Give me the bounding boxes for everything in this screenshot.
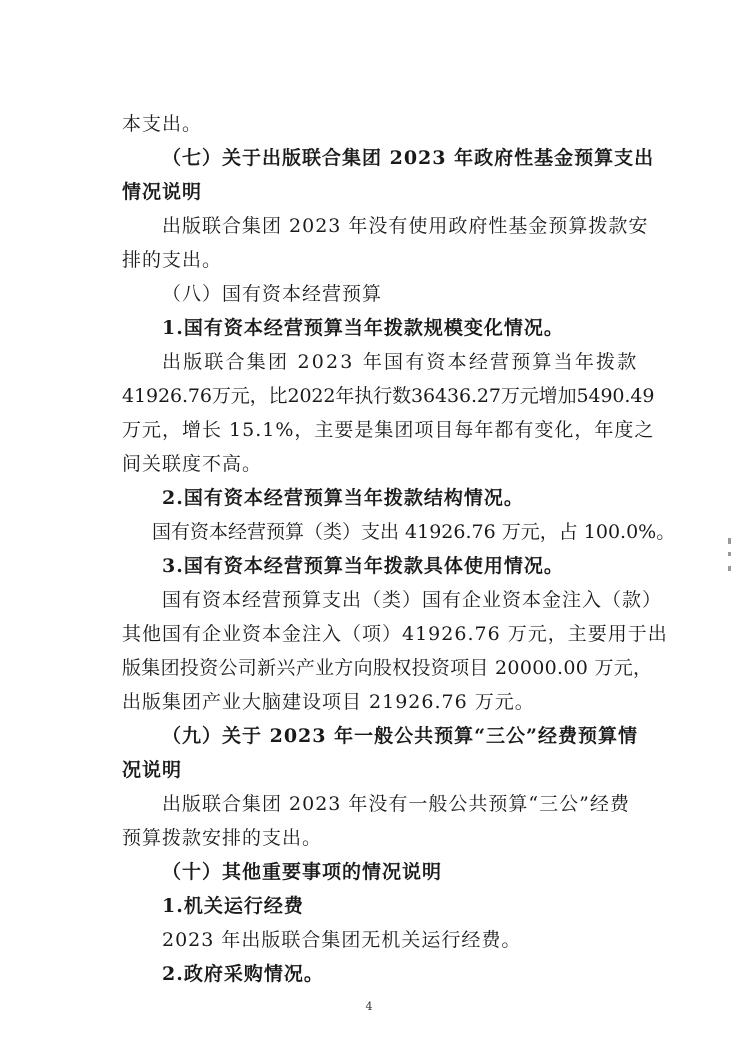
- text-line: 41926.76万元，比2022年执行数36436.27万元增加5490.49: [122, 385, 655, 407]
- subheading-1: 1.国有资本经营预算当年拨款规模变化情况。: [162, 317, 564, 339]
- scan-edge-mark: [728, 566, 731, 571]
- section-heading-7-cont: 情况说明: [122, 181, 203, 203]
- text-line: 出版联合集团 2023 年没有一般公共预算“三公”经费: [162, 793, 630, 815]
- text-line: 出版联合集团 2023 年国有资本经营预算当年拨款: [162, 351, 639, 373]
- section-heading-7: （七）关于出版联合集团 2023 年政府性基金预算支出: [162, 147, 655, 169]
- text-line: 出版集团产业大脑建设项目 21926.76 万元。: [122, 691, 535, 713]
- text-line: 版集团投资公司新兴产业方向股权投资项目 20000.00 万元，: [122, 657, 653, 679]
- text-line: 间关联度不高。: [122, 453, 263, 475]
- text-line: 2023 年出版联合集团无机关运行经费。: [162, 929, 522, 951]
- subheading-10-1: 1.机关运行经费: [162, 895, 304, 917]
- text-line: 本支出。: [122, 113, 203, 135]
- section-heading-10: （十）其他重要事项的情况说明: [162, 861, 443, 883]
- scan-edge-mark: [728, 538, 731, 544]
- section-heading-8: （八）国有资本经营预算: [162, 283, 383, 305]
- text-line: 国有资本经营预算（类）支出 41926.76 万元，占 100.0%。: [152, 521, 676, 543]
- text-line: 预算拨款安排的支出。: [122, 827, 323, 849]
- section-heading-9: （九）关于 2023 年一般公共预算“三公”经费预算情: [162, 725, 638, 747]
- text-line: 出版联合集团 2023 年没有使用政府性基金预算拨款安: [162, 215, 649, 237]
- subheading-3: 3.国有资本经营预算当年拨款具体使用情况。: [162, 555, 564, 577]
- text-line: 其他国有企业资本金注入（项）41926.76 万元，主要用于出: [122, 623, 668, 645]
- text-line: 国有资本经营预算支出（类）国有企业资本金注入（款）: [162, 589, 663, 611]
- text-line: 万元，增长 15.1%，主要是集团项目每年都有变化，年度之: [122, 419, 655, 441]
- subheading-2: 2.国有资本经营预算当年拨款结构情况。: [162, 487, 524, 509]
- text-line: 排的支出。: [122, 249, 223, 271]
- page-number: 4: [365, 1000, 373, 1013]
- subheading-10-2: 2.政府采购情况。: [162, 963, 324, 985]
- section-heading-9-cont: 况说明: [122, 759, 183, 781]
- scan-edge-mark: [728, 552, 731, 556]
